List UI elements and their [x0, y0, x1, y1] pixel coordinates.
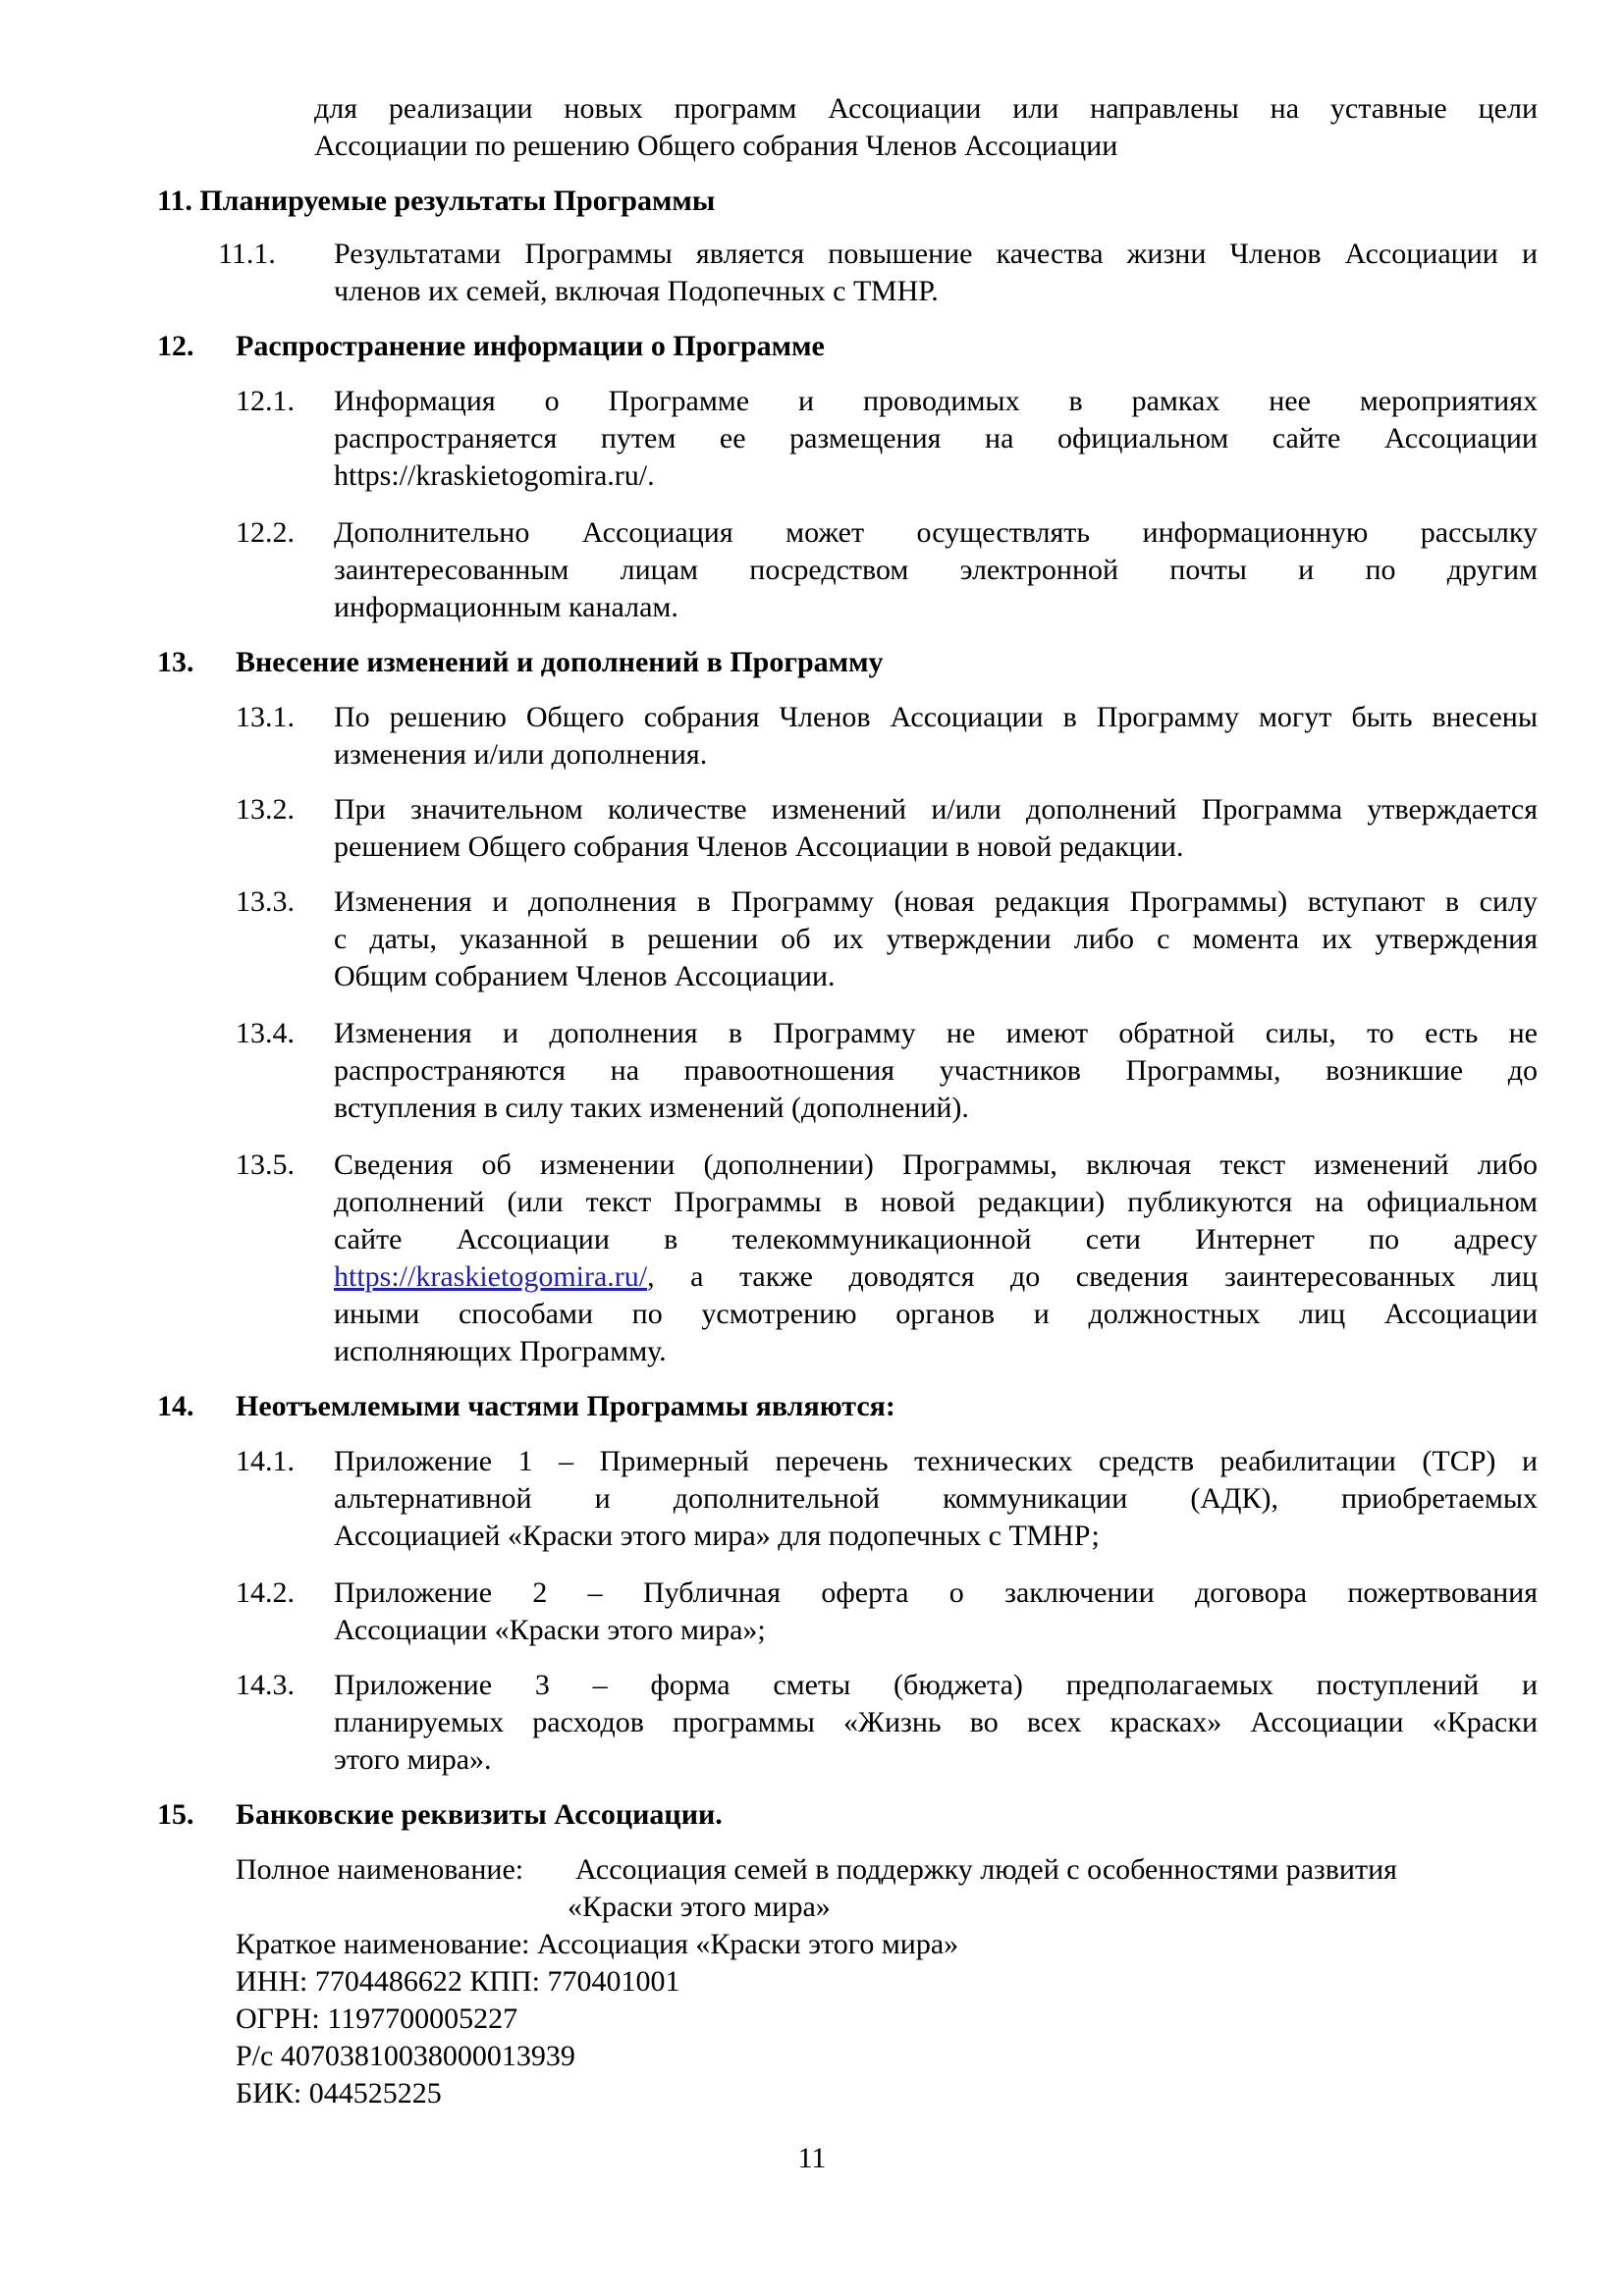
- item-12-1-line-3: https://kraskietogomira.ru/.: [334, 459, 655, 492]
- item-13-5-line-3: сайте Ассоциации в телекоммуникационной сети Интернет по адресу: [334, 1223, 1538, 1255]
- item-13-4-number: 13.4.: [236, 1017, 295, 1049]
- item-14-1-line-1: Приложение 1 – Примерный перечень технических средств реабилитации (ТСР) и: [334, 1445, 1538, 1477]
- item-14-1-line-2: альтернативной и дополнительной коммуникации (АДК), приобретаемых: [334, 1482, 1538, 1515]
- item-12-1-number: 12.1.: [236, 385, 295, 417]
- bank-full-name-line-2: «Краски этого мира»: [568, 1891, 831, 1923]
- item-11-1-line-2: членов их семей, включая Подопечных с ТМНР.: [334, 275, 939, 307]
- item-13-5-line-6: исполняющих Программу.: [334, 1335, 667, 1367]
- item-14-1-number: 14.1.: [236, 1445, 295, 1477]
- section-12-heading: Распространение информации о Программе: [236, 330, 825, 362]
- item-13-5-number: 13.5.: [236, 1148, 295, 1181]
- item-12-1-line-1: Информация о Программе и проводимых в рамках нее мероприятиях: [334, 385, 1538, 417]
- bank-inn-kpp: ИНН: 7704486622 КПП: 770401001: [236, 1965, 680, 1998]
- intro-line-2: Ассоциации по решению Общего собрания Членов Ассоциации: [314, 130, 1118, 162]
- item-14-2-number: 14.2.: [236, 1576, 295, 1609]
- item-13-5-line-2: дополнений (или текст Программы в новой редакции) публикуются на официальном: [334, 1186, 1538, 1218]
- bank-bik: БИК: 044525225: [236, 2077, 442, 2109]
- item-13-4-line-1: Изменения и дополнения в Программу не имеют обратной силы, то есть не: [334, 1017, 1538, 1049]
- section-12-number: 12.: [157, 330, 194, 362]
- item-13-3-number: 13.3.: [236, 885, 295, 918]
- bank-ogrn: ОГРН: 1197700005227: [236, 2002, 518, 2035]
- bank-account: Р/с 40703810038000013939: [236, 2040, 575, 2072]
- item-13-2-line-1: При значительном количестве изменений и/или дополнений Программа утверждается: [334, 793, 1538, 826]
- item-12-2-line-3: информационным каналам.: [334, 591, 678, 623]
- bank-short-name: Краткое наименование: Ассоциация «Краски этого мира»: [236, 1928, 959, 1960]
- item-12-2-number: 12.2.: [236, 516, 295, 549]
- item-14-3-number: 14.3.: [236, 1669, 295, 1701]
- section-13-number: 13.: [157, 646, 194, 678]
- section-14-number: 14.: [157, 1390, 194, 1422]
- item-13-1-number: 13.1.: [236, 701, 295, 733]
- item-13-1-line-1: По решению Общего собрания Членов Ассоциации в Программу могут быть внесены: [334, 701, 1538, 733]
- item-13-2-number: 13.2.: [236, 793, 295, 826]
- item-13-4-line-2: распространяются на правоотношения участников Программы, возникшие до: [334, 1054, 1538, 1087]
- item-14-2-line-2: Ассоциации «Краски этого мира»;: [334, 1614, 766, 1646]
- item-12-1-line-2: распространяется путем ее размещения на официальном сайте Ассоциации: [334, 422, 1538, 454]
- item-14-1-line-3: Ассоциацией «Краски этого мира» для подопечных с ТМНР;: [334, 1520, 1100, 1552]
- section-15-heading: Банковские реквизиты Ассоциации.: [236, 1798, 723, 1831]
- item-13-5-line-4: [334, 1258, 1538, 1296]
- association-website-link[interactable]: https://kraskietogomira.ru/: [334, 1260, 648, 1293]
- item-14-3-line-3: этого мира».: [334, 1743, 492, 1776]
- section-13-heading: Внесение изменений и дополнений в Программу: [236, 646, 884, 678]
- item-12-2-line-1: Дополнительно Ассоциация может осуществлять информационную рассылку: [334, 516, 1538, 549]
- item-13-3-line-2: с даты, указанной в решении об их утверждении либо с момента их утверждения: [334, 923, 1538, 955]
- item-13-1-line-2: изменения и/или дополнения.: [334, 738, 708, 771]
- item-14-3-line-2: планируемых расходов программы «Жизнь во всех красках» Ассоциации «Краски: [334, 1706, 1538, 1738]
- item-14-3-line-1: Приложение 3 – форма сметы (бюджета) предполагаемых поступлений и: [334, 1669, 1538, 1701]
- item-12-2-line-2: заинтересованным лицам посредством электронной почты и по другим: [334, 554, 1538, 586]
- item-13-5-after-link: , а также доводятся до сведения заинтересованных лиц: [647, 1260, 1538, 1293]
- section-14-heading: Неотъемлемыми частями Программы являются:: [236, 1390, 895, 1422]
- intro-line-1: для реализации новых программ Ассоциации или направлены на уставные цели: [314, 92, 1538, 125]
- item-13-3-line-1: Изменения и дополнения в Программу (новая редакция Программы) вступают в силу: [334, 885, 1538, 918]
- item-13-4-line-3: вступления в силу таких изменений (дополнений).: [334, 1092, 969, 1124]
- item-11-1-number: 11.1.: [218, 238, 276, 270]
- item-14-2-line-1: Приложение 2 – Публичная оферта о заключении договора пожертвования: [334, 1576, 1538, 1609]
- page-number: 11: [797, 2142, 827, 2174]
- bank-full-name-label: Полное наименование:: [236, 1853, 524, 1886]
- section-11-heading: 11. Планируемые результаты Программы: [157, 185, 716, 217]
- item-13-3-line-3: Общим собранием Членов Ассоциации.: [334, 960, 836, 992]
- item-13-5-line-5: иными способами по усмотрению органов и должностных лиц Ассоциации: [334, 1298, 1538, 1330]
- item-13-5-line-1: Сведения об изменении (дополнении) Программы, включая текст изменений либо: [334, 1148, 1538, 1181]
- bank-full-name-line-1: Ассоциация семей в поддержку людей с особенностями развития: [575, 1853, 1397, 1886]
- item-11-1-line-1: Результатами Программы является повышение качества жизни Членов Ассоциации и: [334, 238, 1538, 270]
- section-15-number: 15.: [157, 1798, 194, 1831]
- item-13-2-line-2: решением Общего собрания Членов Ассоциации в новой редакции.: [334, 830, 1184, 863]
